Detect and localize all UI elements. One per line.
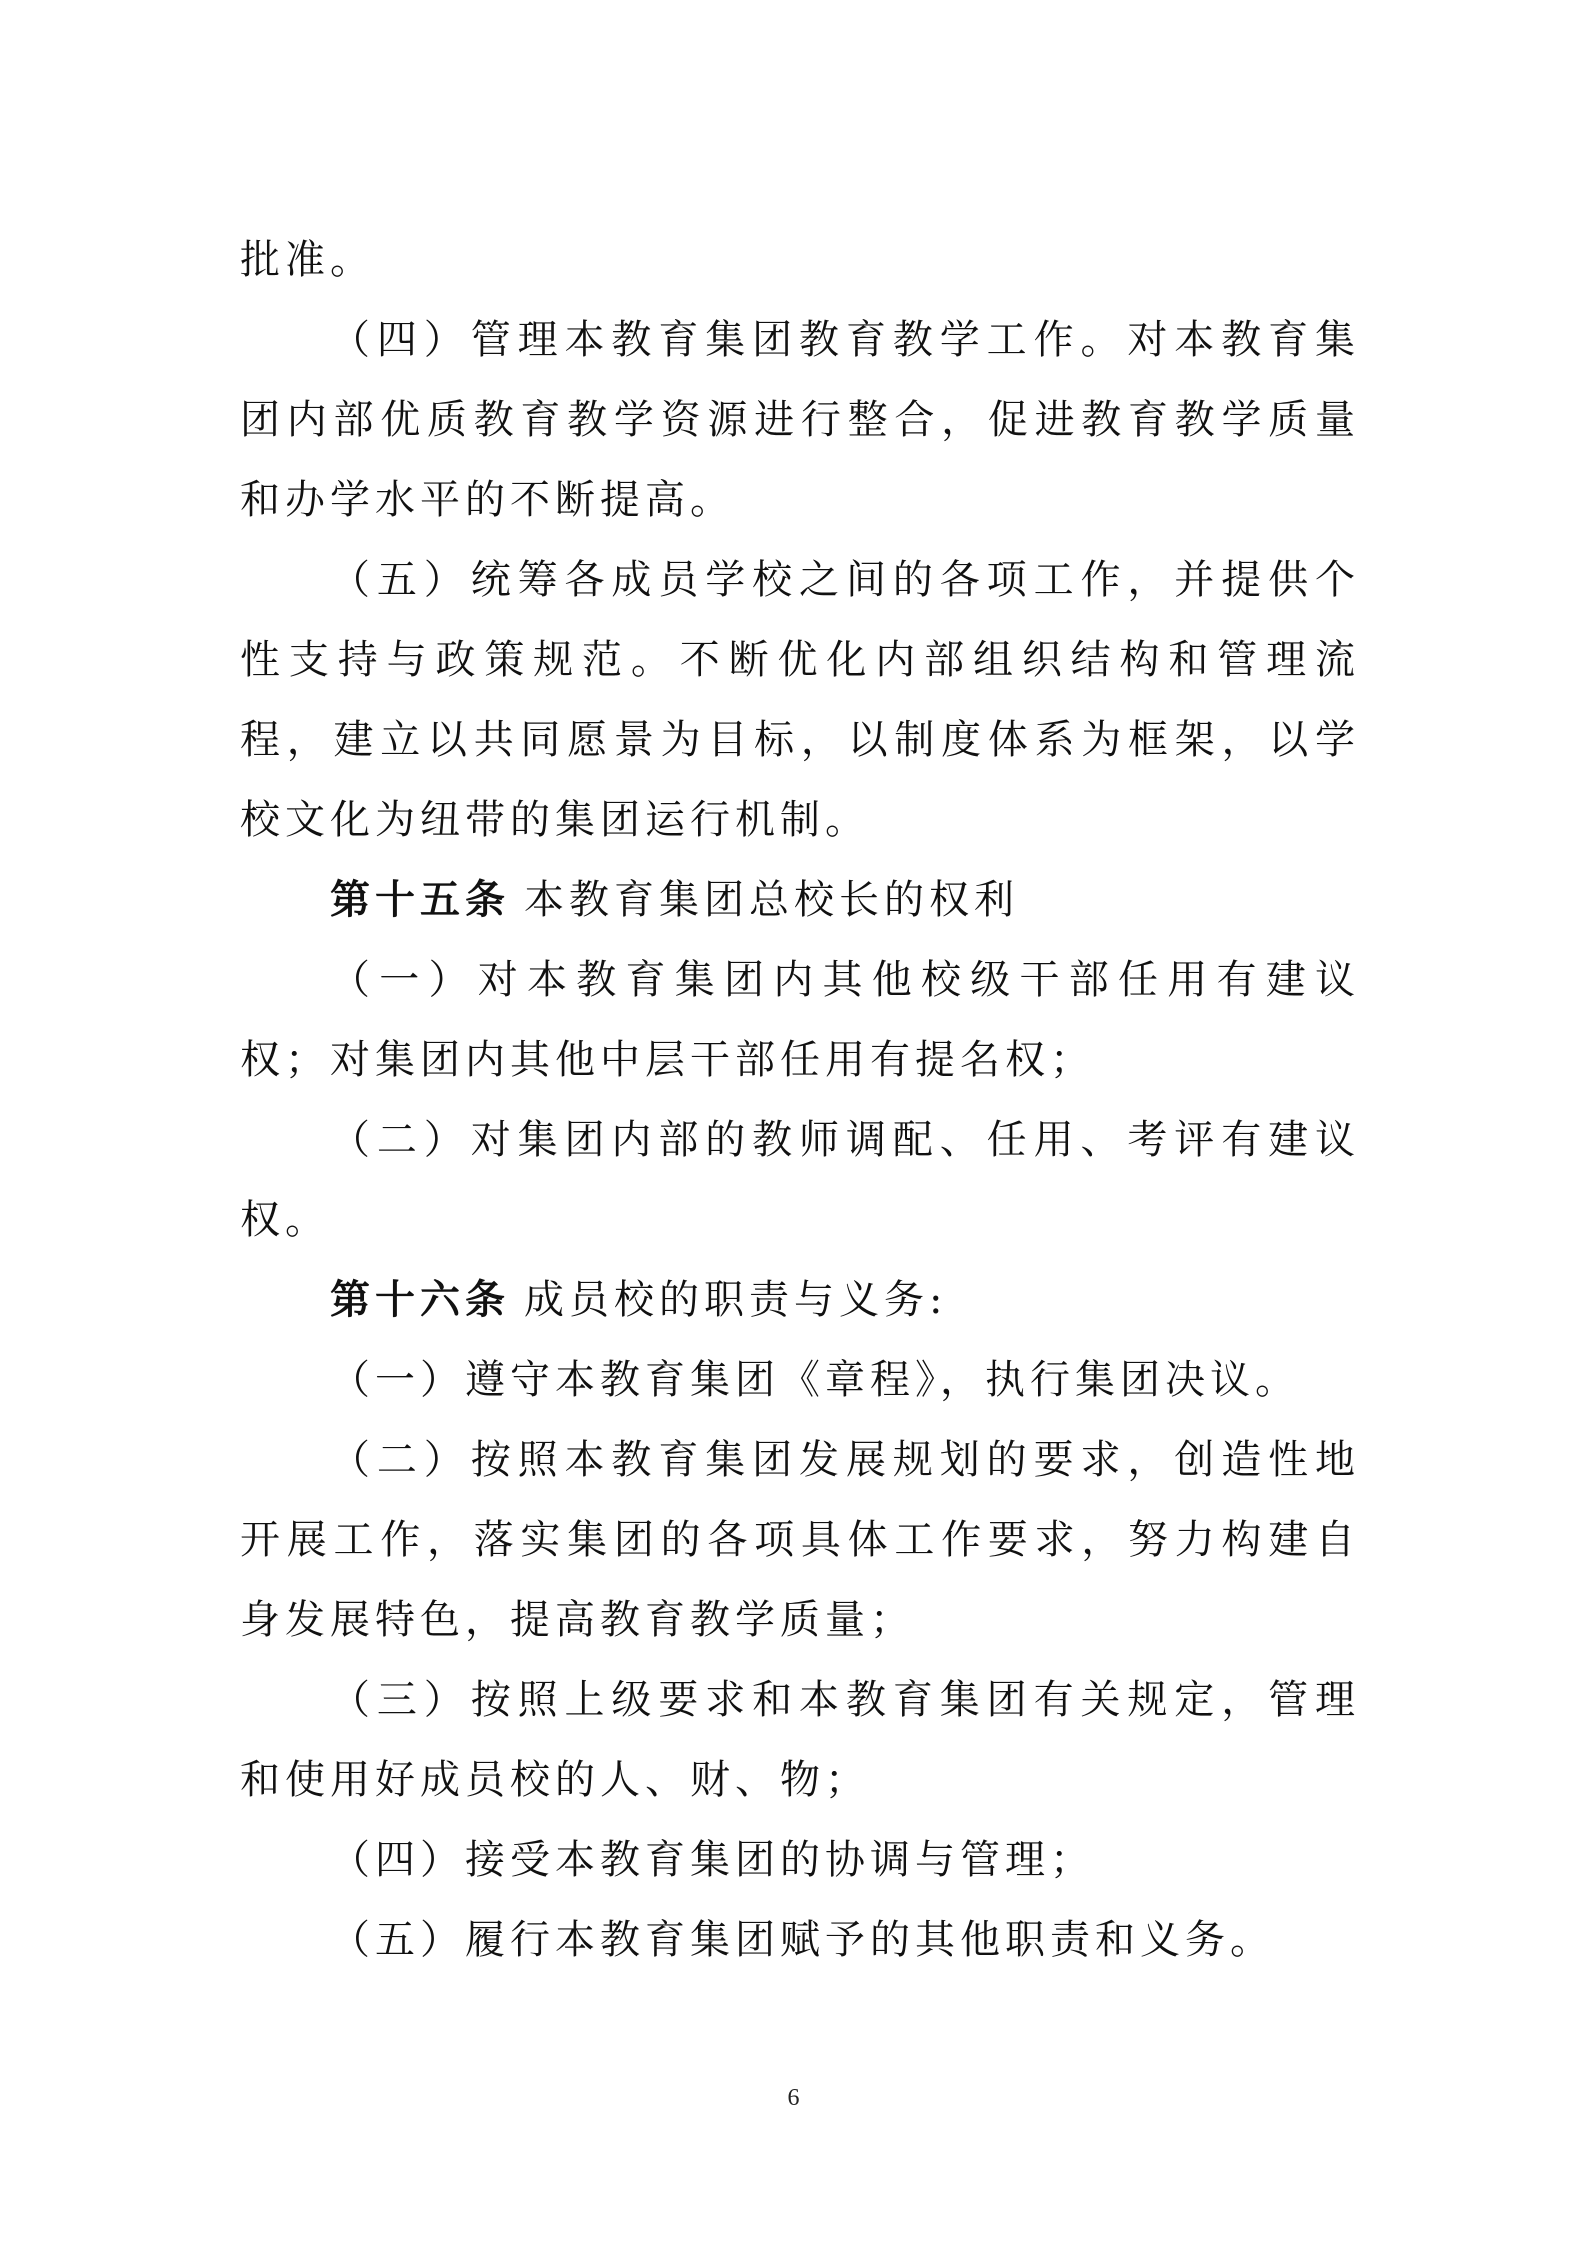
- article-16-header: [240, 1260, 1360, 1340]
- article-15-title: 本教育集团总校长的权利: [524, 877, 1019, 923]
- paragraph-item-5: （五）统筹各成员学校之间的各项工作，并提供个性支持与政策规范。不断优化内部组织结构和管理流程，建立以共同愿景为目标，以制度体系为框架，以学校文化为纽带的集团运行机制。: [240, 557, 1360, 843]
- article-15-heading: 第十五条: [330, 876, 510, 923]
- continuation-text: 批准。: [240, 237, 375, 283]
- article-16-heading: 第十六条: [330, 1276, 510, 1323]
- article-16-item-3: （三）按照上级要求和本教育集团有关规定，管理和使用好成员校的人、财、物；: [240, 1677, 1360, 1803]
- article-15-header: [240, 860, 1360, 940]
- page-number: 6: [787, 2085, 800, 2111]
- document-body: [240, 220, 1360, 1980]
- article-16-item-4: （四）接受本教育集团的协调与管理；: [330, 1837, 1095, 1883]
- article-16-title: 成员校的职责与义务:: [524, 1277, 948, 1323]
- article-16-item-2: （二）按照本教育集团发展规划的要求，创造性地开展工作，落实集团的各项具体工作要求，努力构建自身发展特色，提高教育教学质量；: [240, 1437, 1360, 1643]
- article-15-item-2: （二）对集团内部的教师调配、任用、考评有建议权。: [240, 1117, 1360, 1243]
- article-16-item-1: （一）遵守本教育集团《章程》，执行集团决议。: [330, 1357, 1300, 1403]
- paragraph-item-4: （四）管理本教育集团教育教学工作。对本教育集团内部优质教育教学资源进行整合，促进教育教学质量和办学水平的不断提高。: [240, 317, 1360, 523]
- article-16-item-5: （五）履行本教育集团赋予的其他职责和义务。: [330, 1917, 1275, 1963]
- article-15-item-1: （一）对本教育集团内其他校级干部任用有建议权；对集团内其他中层干部任用有提名权；: [240, 957, 1360, 1083]
